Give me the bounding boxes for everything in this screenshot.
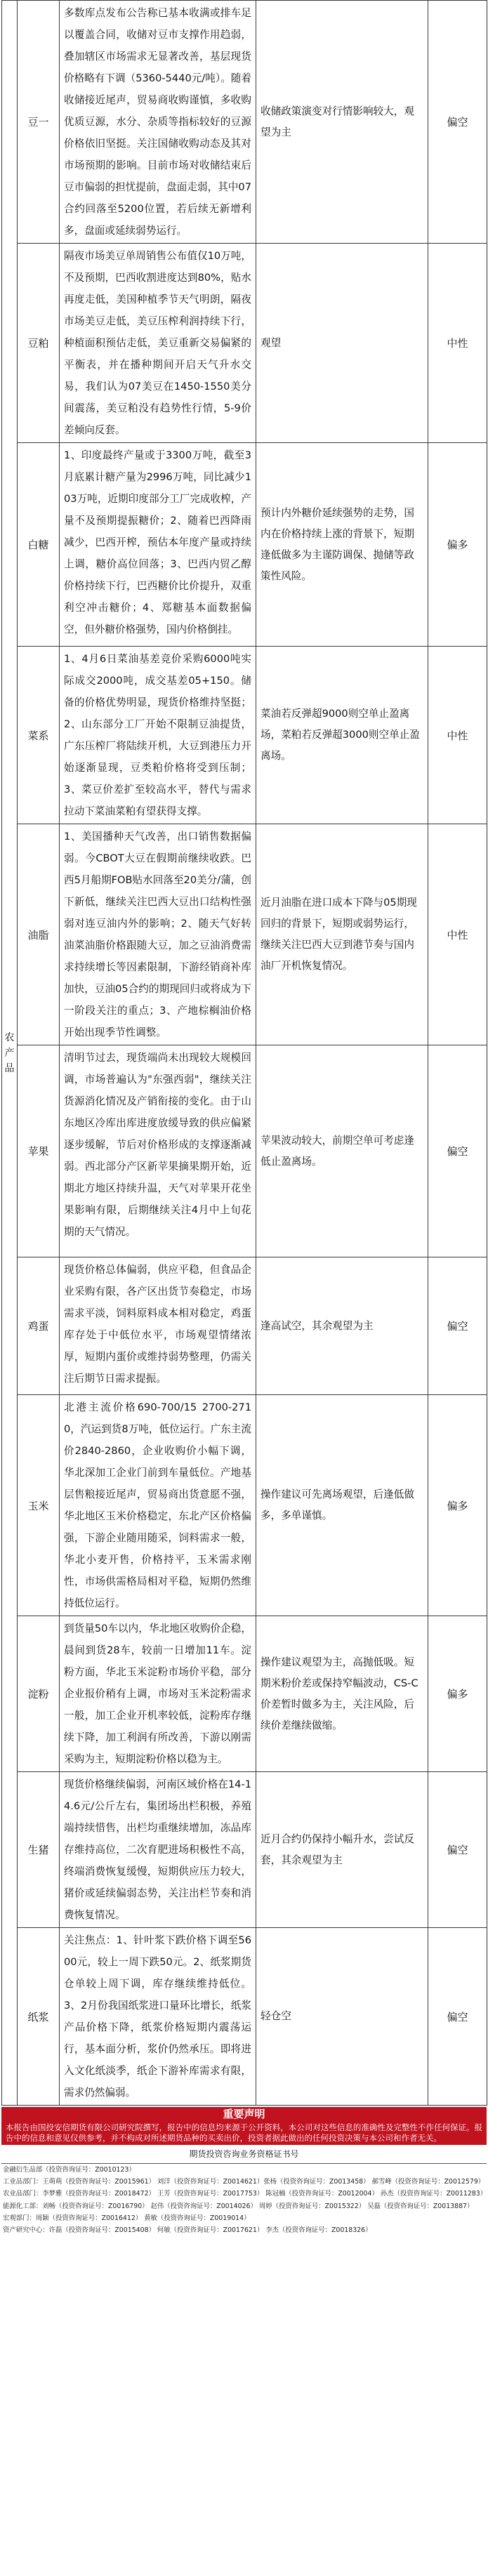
commodity-table <box>1 0 487 2106</box>
analysis-text: 隔夜市场美豆单周销售公布值仅10万吨，不及预期，巴西收割进度达到80%，贴水再度走低，美国种植季节天气明朗，隔夜市场美豆走低，美豆压榨利润持续下行，种植面积预估走低，美豆重新交易偏紧的平衡表，并在播种期间开启天气升水交易，我们认为07美豆在1450-1550美分间震荡，美豆粕没有趋势性行情，5-9价差倾向反套。 <box>60 244 256 443</box>
product-name: 淀粉 <box>18 1616 60 1772</box>
analysis-text: 多数库点发布公告称已基本收满或排车足以覆盖合同，收储对豆市支撑作用趋弱，叠加辖区市场需求无显著改善，基层现货价格略有下调（5360-5440元/吨）。随着收储接近尾声，贸易商收购谨慎，多收购优质豆源，水分、杂质等指标较好的豆源价格依旧坚挺。关注国储收购动态及其对市场预期的影响。目前市场对收储结束后豆市偏弱的担忧提前，盘面走弱，其中07合约回落至5200位置，若后续无新增利多，盘面或延续弱势运行。 <box>60 1 256 244</box>
analysis-text: 现货价格继续偏弱，河南区域价格在14-14.6元/公斤左右，集团场出栏积极，养殖端持续惜售，出栏均重继续增加，冻品库存维持高位，二次育肥进场积极性不高，终端消费恢复缓慢，短期供应压力较大，猪价或延续偏弱态势，关注出栏节奏和消费恢复情况。 <box>60 1772 256 1928</box>
table-row <box>2 1 487 244</box>
disclaimer-body: 本报告由国投安信期货有限公司研究院撰写，报告中的信息均来源于公开资料，本公司对这些信息的准确性及完整性不作任何保证。报告中的信息和意见仅供参考，并不构成对所述期货品种的买卖出价，投资者据此做出的任何投资决策与本公司和作者无关。 <box>1 2121 487 2145</box>
table-row <box>2 647 487 824</box>
strategy-text: 收储政策演变对行情影响较大，观望为主 <box>256 1 428 244</box>
product-name: 白糖 <box>18 443 60 647</box>
strategy-text: 预计内外糖价延续强势的走势，国内在价格持续上涨的背景下，短期逢低做多为主谨防调保、抛储等政策性风险。 <box>256 443 428 647</box>
strategy-text: 苹果波动较大，前期空单可考虑逢低止盈离场。 <box>256 1045 428 1257</box>
table-row <box>2 1395 487 1616</box>
view-label: 偏空 <box>428 1257 487 1395</box>
analysis-text: 1、4月6日菜油基差竞价采购6000吨实际成交2000吨，成交基差05+150。储备的价格优势明显，现货价格维持坚挺；2、山东部分工厂开始不限制豆油提货，广东压榨厂将陆续开机，大豆到港压力开始逐渐显现，豆类粕价格将受到压制；3、菜豆价差扩至较高水平，替代与需求拉动下菜油菜粕有望获得支撑。 <box>60 647 256 824</box>
view-label: 偏空 <box>428 1 487 244</box>
view-label: 偏多 <box>428 1616 487 1772</box>
analysis-text: 1、美国播种天气改善，出口销售数据偏弱。今CBOT大豆在假期前继续收跌。巴西5月船期FOB贴水回落至20美分/蒲，创下新低，继续关注巴西大豆出口结构性强弱对连豆油内外的影响；2、随天气好转油菜油脂价格跟随大豆，加之豆油消费需求持续增长等因素限制，下游经销商补库加快，豆油05合约的期现回归或将成为下一阶段关注的重点；3、产地棕榈油价格开始出现季节性调整。 <box>60 824 256 1045</box>
strategy-text: 操作建议观望为主，高抛低吸。短期米粉价差或保持窄幅波动，CS-C价差暂时做多为主，关注风险，后续价差继续做缩。 <box>256 1616 428 1772</box>
qualification-label: 期货投资咨询业务资格证书号 <box>1 2145 487 2164</box>
disclaimer <box>1 2107 487 2236</box>
strategy-text: 菜油若反弹超9000则空单止盈离场，菜粕若反弹超3000则空单止盈离场。 <box>256 647 428 824</box>
table-row <box>2 443 487 647</box>
product-name: 苹果 <box>18 1045 60 1257</box>
disclaimer-title: 重要声明 <box>1 2107 487 2121</box>
strategy-text: 近月油脂在进口成本下降与05期现回归的背景下，短期或弱势运行，继续关注巴西大豆到港节奏与国内油厂开机恢复情况。 <box>256 824 428 1045</box>
product-name: 玉米 <box>18 1395 60 1616</box>
product-name: 菜系 <box>18 647 60 824</box>
table-row <box>2 244 487 443</box>
analysis-text: 现货价格总体偏弱，供应平稳，但食品企业采购有限，各产区出货节奏稳定，市场需求平淡，饲料原料成本相对稳定，鸡蛋库存处于中低位水平，市场观望情绪浓厚，短期内蛋价或维持弱势整理，仍需关注后期节日需求提振。 <box>60 1257 256 1395</box>
product-name: 豆粕 <box>18 244 60 443</box>
staff-line: 金融衍生品部（投资咨询证号：Z0010123） <box>3 2166 136 2174</box>
table-row <box>2 1772 487 1928</box>
strategy-text: 近月合约仍保持小幅升水，尝试反套，其余观望为主 <box>256 1772 428 1928</box>
product-name: 油脂 <box>18 824 60 1045</box>
analysis-text: 关注焦点：1、针叶浆下跌价格下调至5600元，较上一周下跌50元。2、纸浆期货仓单较上周下调，库存继续维持低位。3、2月份我国纸浆进口量环比增长，纸浆产品价格下降，纸浆价格短期内震荡运行，基本面分析，浆价仍然承压。即将进入文化纸淡季，纸企下游补库需求有限，需求仍然偏弱。 <box>60 1928 256 2106</box>
staff-line: 工业品部门：王萌萌（投资咨询证号：Z0015961） 刘洋（投资咨询证号：Z0014621）张杨（投资咨询证号：Z0013458） 郝雪峰（投资咨询证号：Z0012579） <box>3 2178 485 2186</box>
staff-line: 农业品部门：李梦雅（投资咨询证号：Z0018472） 王芳（投资咨询证号：Z0017753） 陈冠楠（投资咨询证号：Z0012004） 孙杰（投资咨询证号：Z0011283） <box>3 2190 487 2198</box>
view-label: 偏多 <box>428 1395 487 1616</box>
table-row <box>2 1928 487 2106</box>
view-label: 偏空 <box>428 1772 487 1928</box>
analysis-text: 到货量50车以内，华北地区收购价企稳，晨间到货28车，较前一日增加11车。淀粉方面，华北玉米淀粉市场价平稳，部分企业报价稍有上调，市场对玉米淀粉需求一般，加工企业开机率较低，淀粉库存继续下降，加工利润有所改善，下游以刚需采购为主，短期淀粉价格以稳为主。 <box>60 1616 256 1772</box>
table-row <box>2 1616 487 1772</box>
view-label: 偏多 <box>428 443 487 647</box>
staff-line: 资产研究中心：许磊（投资咨询证号：Z0015408） 何敏（投资咨询证号：Z0017621） 李杰（投资咨询证号：Z0018326） <box>3 2226 372 2235</box>
staff-line: 宏观部门：周颖（投资咨询证号：Z0016412） 黄敏（投资咨询证号：Z0019014） <box>3 2214 251 2222</box>
table-row <box>2 1257 487 1395</box>
view-label: 偏空 <box>428 1045 487 1257</box>
analysis-text: 清明节过去，现货端尚未出现较大规模回调，市场普遍认为"东强西弱"，继续关注货源消化情况及产销衔接的变化。由于山东地区冷库出库进度放缓导致的供应偏紧逐步缓解，节后对价格形成的支撑逐渐减弱。西北部分产区新苹果摘果期开始，近期北方地区持续升温，天气对苹果开花坐果影响有限，后期继续关注4月中上旬花期的天气情况。 <box>60 1045 256 1257</box>
table-row <box>2 824 487 1045</box>
product-name: 生猪 <box>18 1772 60 1928</box>
staff-list <box>1 2164 487 2236</box>
analysis-text: 北港主流价格690-700/15 2700-2710，汽运到货8万吨，低位运行。广东主流价2840-2860，企业收购价小幅下调，华北深加工企业门前到车量低位。产地基层售粮接近尾声，贸易商出货意愿不强，华北地区玉米价格稳定，东北产区价格偏强，下游企业随用随采，饲料需求一般，华北小麦开售，价格持平，玉米需求刚性，市场供需格局相对平稳，短期仍然维持低位运行。 <box>60 1395 256 1616</box>
sector-label: 农产品 <box>2 1 18 2106</box>
strategy-text: 逢高试空，其余观望为主 <box>256 1257 428 1395</box>
analysis-text: 1、印度最终产量或于3300万吨，截至3月底累计糖产量为2996万吨，同比减少103万吨，近期印度部分工厂完成收榨，产量不及预期提振糖价；2、随着巴西降雨减少，巴西开榨，预估本年度产量或持续上调，糖价高位回落；3、巴西内贸乙醇价格持续下行，巴西糖价比价提升，双重利空冲击糖价；4、郑糖基本面数据偏空，但外糖价格强势，国内价格倒挂。 <box>60 443 256 647</box>
product-name: 豆一 <box>18 1 60 244</box>
view-label: 偏空 <box>428 1928 487 2106</box>
product-name: 鸡蛋 <box>18 1257 60 1395</box>
product-name: 纸浆 <box>18 1928 60 2106</box>
table-row <box>2 1045 487 1257</box>
strategy-text: 轻仓空 <box>256 1928 428 2106</box>
strategy-text: 观望 <box>256 244 428 443</box>
staff-line: 能源化工部：刘畅（投资咨询证号：Z0016790） 赵伟（投资咨询证号：Z0014026） 周婷（投资咨询证号：Z0015322） 吴磊（投资咨询证号：Z0013887） <box>3 2202 474 2210</box>
strategy-text: 操作建议可先离场观望，后逢低做多，多单谨慎。 <box>256 1395 428 1616</box>
view-label: 中性 <box>428 244 487 443</box>
view-label: 中性 <box>428 647 487 824</box>
view-label: 中性 <box>428 824 487 1045</box>
